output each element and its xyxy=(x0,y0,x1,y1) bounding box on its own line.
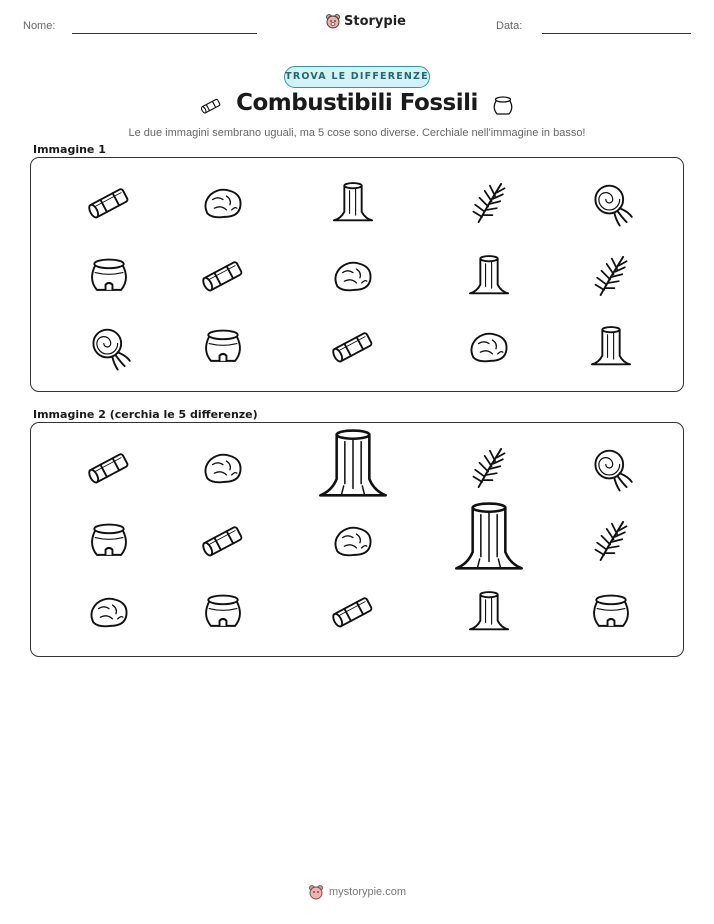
bear-icon xyxy=(308,884,324,900)
name-line[interactable] xyxy=(72,33,257,34)
stump-icon xyxy=(585,321,637,373)
stump-icon[interactable] xyxy=(463,586,515,638)
stump-icon[interactable] xyxy=(454,503,524,573)
instructions: Le due immagini sembrano uguali, ma 5 cose sono diverse. Cerchiale nell'immagine in basso! xyxy=(128,127,586,139)
pot-icon[interactable] xyxy=(197,586,249,638)
pipe-icon[interactable] xyxy=(83,442,135,494)
rock-icon[interactable] xyxy=(83,586,135,638)
stump-icon[interactable] xyxy=(318,430,388,500)
image1-label: Immagine 1 xyxy=(33,143,106,156)
date-line[interactable] xyxy=(542,33,691,34)
pipe-icon[interactable] xyxy=(327,586,379,638)
brand-logo xyxy=(325,13,406,29)
footer xyxy=(0,884,714,900)
image1-panel xyxy=(30,157,684,392)
fern-icon xyxy=(585,250,637,302)
page-title: Combustibili Fossili xyxy=(236,90,478,116)
rock-icon[interactable] xyxy=(327,515,379,567)
pipe-icon xyxy=(327,321,379,373)
rock-icon xyxy=(197,177,249,229)
pot-icon xyxy=(488,91,518,121)
name-label: Nome: xyxy=(23,20,56,32)
brand-name: Storypie xyxy=(344,13,406,29)
image2-panel[interactable] xyxy=(30,422,684,657)
rock-icon[interactable] xyxy=(197,442,249,494)
fern-icon[interactable] xyxy=(585,515,637,567)
ammonite-icon[interactable] xyxy=(585,442,637,494)
pipe-icon xyxy=(197,250,249,302)
ammonite-icon xyxy=(83,321,135,373)
stump-icon xyxy=(327,177,379,229)
fern-icon[interactable] xyxy=(463,442,515,494)
pot-icon[interactable] xyxy=(585,586,637,638)
ammonite-icon xyxy=(585,177,637,229)
footer-url: mystorypie.com xyxy=(328,886,407,898)
pot-icon xyxy=(197,321,249,373)
fern-icon xyxy=(463,177,515,229)
pipe-icon[interactable] xyxy=(197,515,249,567)
pipe-icon xyxy=(83,177,135,229)
stump-icon xyxy=(463,250,515,302)
rock-icon xyxy=(327,250,379,302)
bear-icon xyxy=(325,13,341,29)
date-label: Data: xyxy=(496,20,523,32)
pot-icon xyxy=(83,250,135,302)
rock-icon xyxy=(463,321,515,373)
pot-icon[interactable] xyxy=(83,515,135,567)
activity-badge: TROVA LE DIFFERENZE xyxy=(284,66,430,88)
image2-label: Immagine 2 (cerchia le 5 differenze) xyxy=(33,408,258,421)
